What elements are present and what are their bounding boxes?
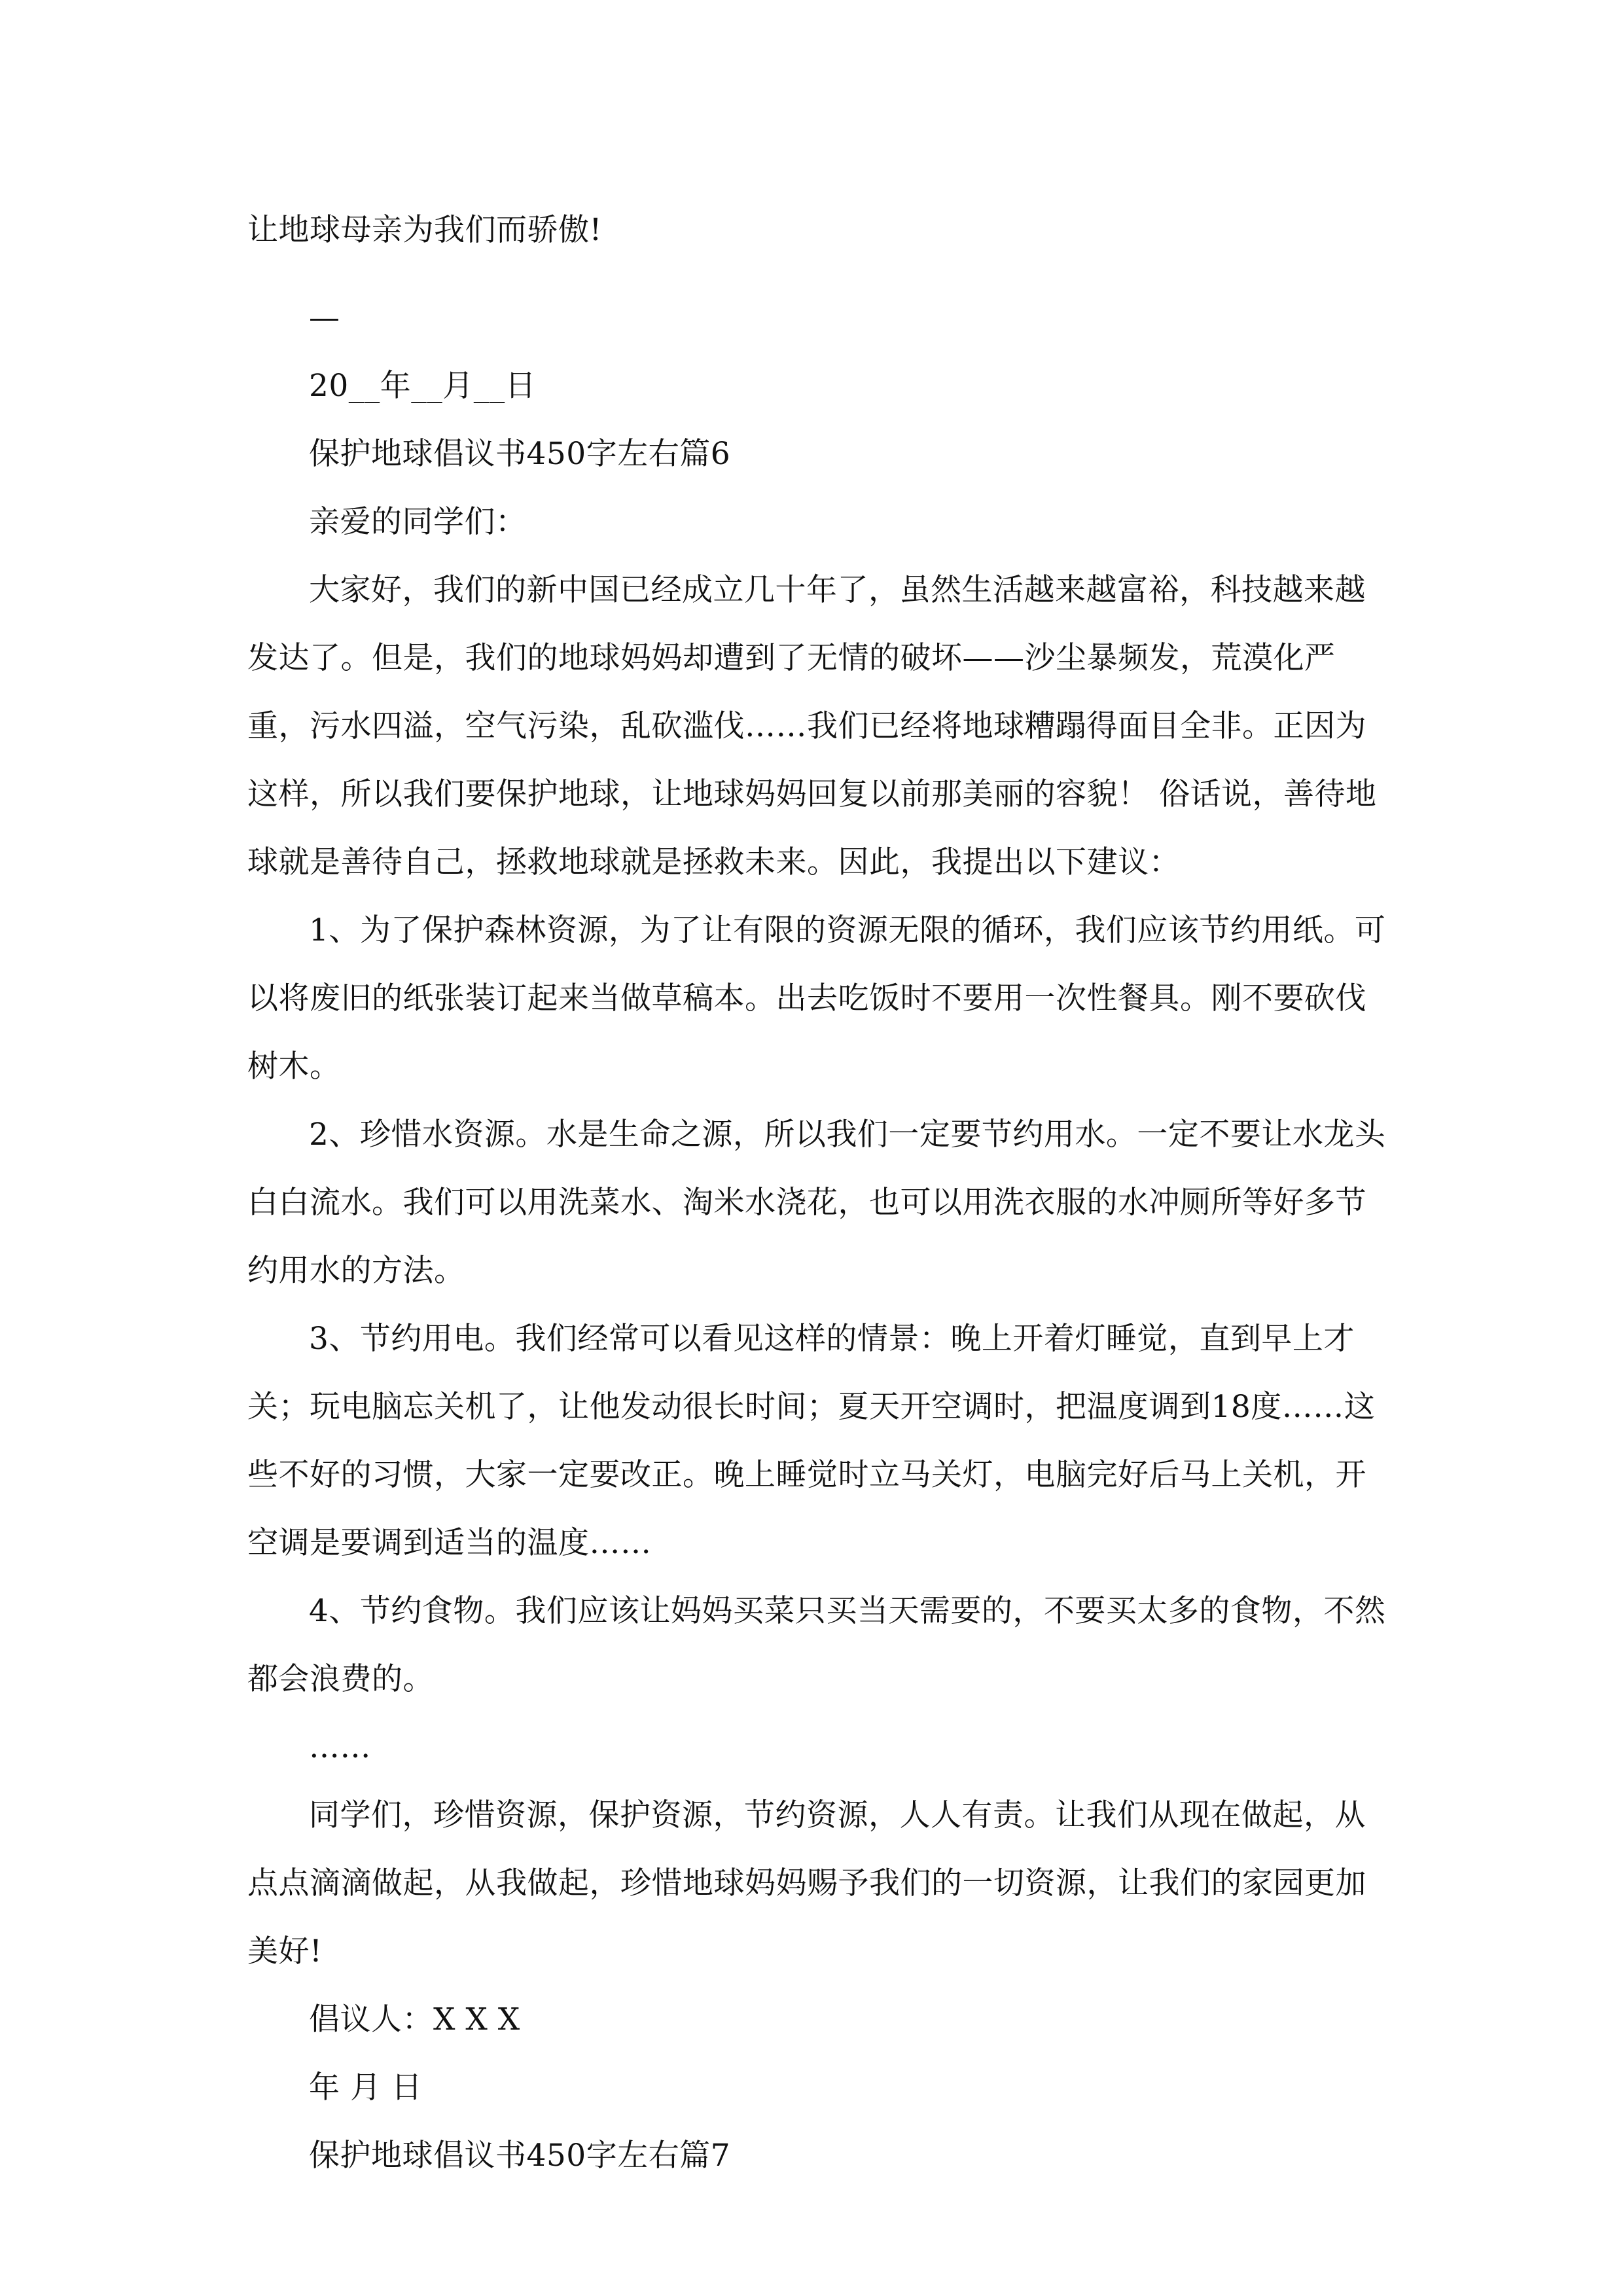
- suggestion-1: 1、为了保护森林资源，为了让有限的资源无限的循环，我们应该节约用纸。可以将废旧的纸张装订起来当做草稿本。出去吃饭时不要用一次性餐具。刚不要砍伐树木。: [247, 912, 1386, 1085]
- dash-line: —: [309, 300, 340, 336]
- intro-paragraph: 大家好，我们的新中国已经成立几十年了，虽然生活越来越富裕，科技越来越发达了。但是，我们的地球妈妈却遭到了无情的破坏——沙尘暴频发，荒漠化严重，污水四溢，空气污染，乱砍滥伐……我们已经将地球糟蹋得面目全非。正因为这样，所以我们要保护地球，让地球妈妈回复以前那美丽的容貌！ 俗话说，善待地球就是善待自己，拯救地球就是拯救未来。因此，我提出以下建议：: [247, 572, 1377, 880]
- signature-line: 倡议人：X X X: [309, 2001, 520, 2037]
- document-body: [247, 196, 1396, 2190]
- salutation: 亲爱的同学们：: [309, 504, 527, 540]
- date-line: 20__年__月__日: [309, 368, 537, 404]
- ellipsis-line: ……: [309, 1729, 371, 1765]
- conclusion-paragraph: 同学们，珍惜资源，保护资源，节约资源，人人有责。让我们从现在做起，从点点滴滴做起，从我做起，珍惜地球妈妈赐予我们的一切资源，让我们的家园更加美好!: [247, 1797, 1366, 1969]
- section-title-7: 保护地球倡议书450字左右篇7: [309, 2138, 731, 2174]
- spacer: [247, 264, 1396, 284]
- section-title-6: 保护地球倡议书450字左右篇6: [309, 436, 731, 472]
- suggestion-4: 4、节约食物。我们应该让妈妈买菜只买当天需要的，不要买太多的食物，不然都会浪费的。: [247, 1593, 1386, 1697]
- suggestion-3: 3、节约用电。我们经常可以看见这样的情景：晚上开着灯睡觉，直到早上才关；玩电脑忘关机了，让他发动很长时间；夏天开空调时，把温度调到18度……这些不好的习惯，大家一定要改正。晚上睡觉时立马关灯，电脑完好后马上关机，开空调是要调到适当的温度……: [247, 1321, 1376, 1561]
- closing-line: 让地球母亲为我们而骄傲!: [247, 212, 602, 248]
- signature-date: 年 月 日: [309, 2070, 423, 2106]
- suggestion-2: 2、珍惜水资源。水是生命之源，所以我们一定要节约用水。一定不要让水龙头白白流水。我们可以用洗菜水、淘米水浇花，也可以用洗衣服的水冲厕所等好多节约用水的方法。: [247, 1117, 1386, 1289]
